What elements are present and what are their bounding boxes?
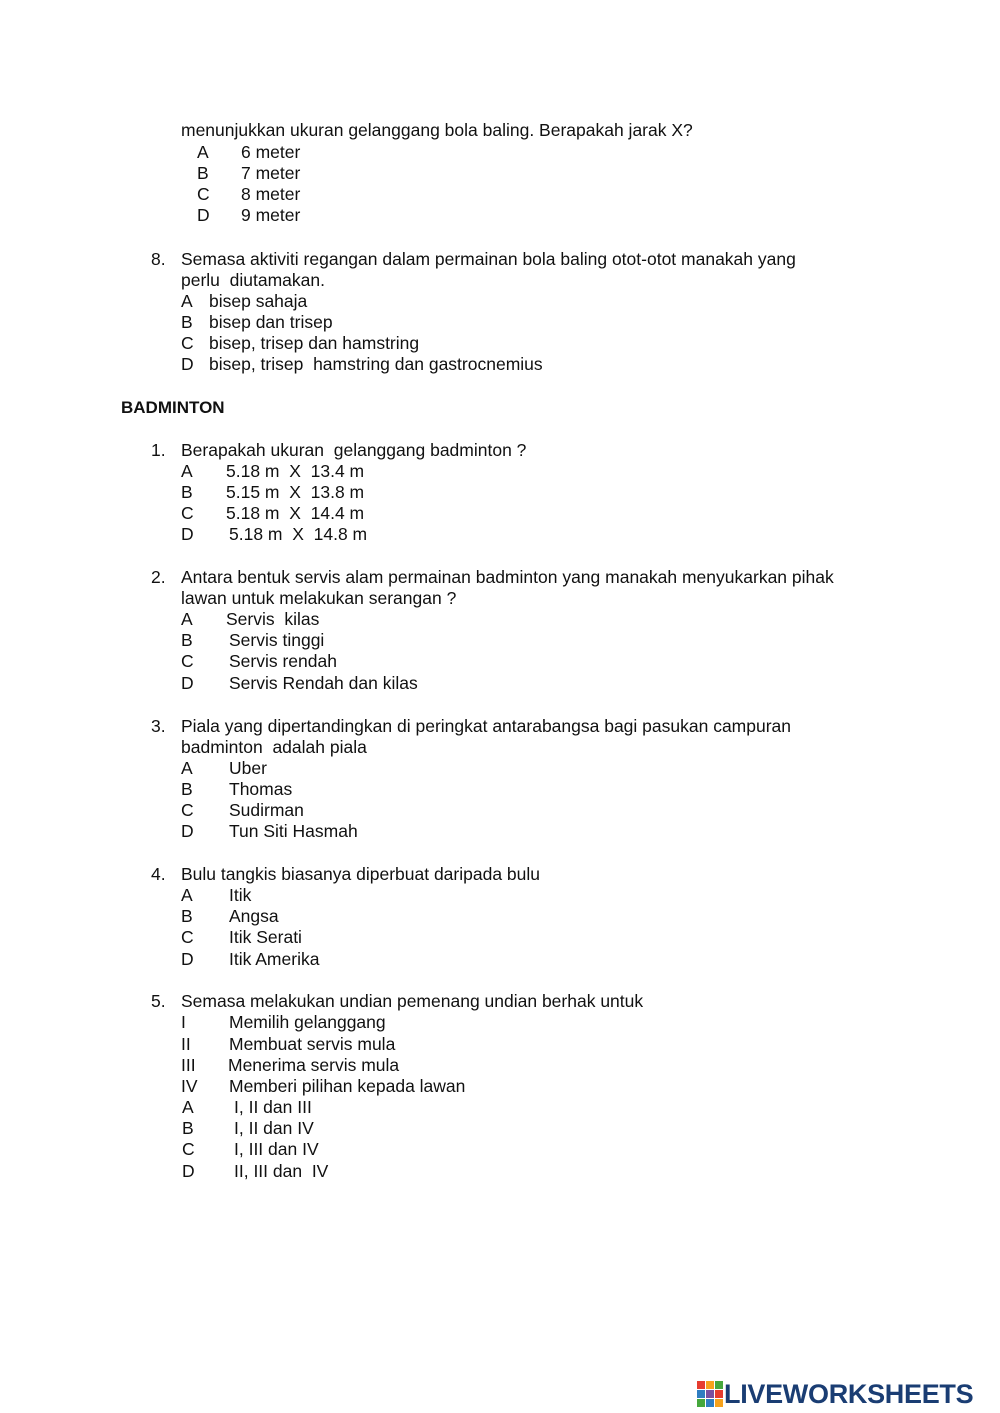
bq2-option-a-letter: A <box>181 609 193 629</box>
q7-option-c-letter: C <box>197 184 210 204</box>
q8-option-d: bisep, trisep hamstring dan gastrocnemius <box>209 354 543 374</box>
bq2-stem-line2: lawan untuk melakukan serangan ? <box>181 588 457 608</box>
bq5-statement-4-numeral: IV <box>181 1076 198 1096</box>
bq5-statement-1-numeral: I <box>181 1012 186 1032</box>
bq3-option-c: Sudirman <box>229 800 304 820</box>
q7-option-b-letter: B <box>197 163 209 183</box>
bq2-option-d-letter: D <box>181 673 194 693</box>
bq5-option-d-letter: D <box>182 1161 195 1181</box>
bq3-option-d-letter: D <box>181 821 194 841</box>
bq4-option-d: Itik Amerika <box>229 949 320 969</box>
q8-option-c: bisep, trisep dan hamstring <box>209 333 420 353</box>
q8-stem-line2: perlu diutamakan. <box>181 270 325 290</box>
bq3-option-d: Tun Siti Hasmah <box>229 821 358 841</box>
bq5-statement-1: Memilih gelanggang <box>229 1012 386 1032</box>
bq5-option-d: II, III dan IV <box>234 1161 329 1181</box>
bq5-option-b-letter: B <box>182 1118 194 1138</box>
bq1-option-c: 5.18 m X 14.4 m <box>226 503 365 523</box>
bq5-option-a: I, II dan III <box>234 1097 312 1117</box>
bq5-option-a-letter: A <box>182 1097 194 1117</box>
q7-option-d: 9 meter <box>241 205 301 225</box>
liveworksheets-brand-text: LIVEWORKSHEETS <box>724 1378 974 1409</box>
bq4-option-b-letter: B <box>181 906 193 926</box>
bq5-statement-2-numeral: II <box>181 1034 191 1054</box>
q8-option-d-letter: D <box>181 354 194 374</box>
q7-option-d-letter: D <box>197 205 210 225</box>
bq1-number: 1. <box>151 440 166 460</box>
q7-option-c: 8 meter <box>241 184 301 204</box>
bq2-option-a: Servis kilas <box>226 609 320 629</box>
bq1-stem: Berapakah ukuran gelanggang badminton ? <box>181 440 527 460</box>
bq5-statement-2: Membuat servis mula <box>229 1034 396 1054</box>
bq4-option-c-letter: C <box>181 927 194 947</box>
bq5-statement-3: Menerima servis mula <box>228 1055 400 1075</box>
q8-number: 8. <box>151 249 166 269</box>
q7-stem: menunjukkan ukuran gelanggang bola baling. Berapakah jarak X? <box>181 120 693 140</box>
bq3-option-b-letter: B <box>181 779 193 799</box>
bq1-option-d-letter: D <box>181 524 194 544</box>
bq5-option-c-letter: C <box>182 1139 195 1159</box>
bq3-stem-line2: badminton adalah piala <box>181 737 367 757</box>
bq4-number: 4. <box>151 864 166 884</box>
q8-option-b: bisep dan trisep <box>209 312 333 332</box>
bq5-statement-4: Memberi pilihan kepada lawan <box>229 1076 466 1096</box>
bq1-option-a-letter: A <box>181 461 193 481</box>
bq2-option-b-letter: B <box>181 630 193 650</box>
bq5-stem: Semasa melakukan undian pemenang undian berhak untuk <box>181 991 644 1011</box>
bq1-option-c-letter: C <box>181 503 194 523</box>
liveworksheets-logo-icon <box>697 1381 723 1407</box>
bq5-statement-3-numeral: III <box>181 1055 196 1075</box>
bq3-option-c-letter: C <box>181 800 194 820</box>
bq1-option-d: 5.18 m X 14.8 m <box>229 524 368 544</box>
bq2-stem-line1: Antara bentuk servis alam permainan badminton yang manakah menyukarkan pihak <box>181 567 834 587</box>
q8-option-b-letter: B <box>181 312 193 332</box>
bq1-option-a: 5.18 m X 13.4 m <box>226 461 365 481</box>
bq1-option-b: 5.15 m X 13.8 m <box>226 482 365 502</box>
liveworksheets-watermark[interactable] <box>697 1378 973 1410</box>
bq2-option-c: Servis rendah <box>229 651 337 671</box>
bq2-option-c-letter: C <box>181 651 194 671</box>
bq3-option-a: Uber <box>229 758 267 778</box>
q7-option-a-letter: A <box>197 142 209 162</box>
bq5-option-b: I, II dan IV <box>234 1118 314 1138</box>
q8-option-c-letter: C <box>181 333 194 353</box>
bq5-number: 5. <box>151 991 166 1011</box>
bq3-number: 3. <box>151 716 166 736</box>
q8-option-a-letter: A <box>181 291 193 311</box>
bq3-option-a-letter: A <box>181 758 193 778</box>
q7-option-b: 7 meter <box>241 163 301 183</box>
bq4-option-c: Itik Serati <box>229 927 302 947</box>
bq2-option-d: Servis Rendah dan kilas <box>229 673 418 693</box>
bq4-option-a-letter: A <box>181 885 193 905</box>
bq2-number: 2. <box>151 567 166 587</box>
bq3-option-b: Thomas <box>229 779 293 799</box>
q8-stem-line1: Semasa aktiviti regangan dalam permainan bola baling otot-otot manakah yang <box>181 249 796 269</box>
bq1-option-b-letter: B <box>181 482 193 502</box>
bq4-option-b: Angsa <box>229 906 279 926</box>
bq4-option-d-letter: D <box>181 949 194 969</box>
bq4-option-a: Itik <box>229 885 252 905</box>
q7-option-a: 6 meter <box>241 142 301 162</box>
bq2-option-b: Servis tinggi <box>229 630 325 650</box>
q8-option-a: bisep sahaja <box>209 291 308 311</box>
section-heading-badminton: BADMINTON <box>121 398 225 417</box>
bq4-stem: Bulu tangkis biasanya diperbuat daripada bulu <box>181 864 541 884</box>
bq5-option-c: I, III dan IV <box>234 1139 319 1159</box>
bq3-stem-line1: Piala yang dipertandingkan di peringkat antarabangsa bagi pasukan campuran <box>181 716 792 736</box>
